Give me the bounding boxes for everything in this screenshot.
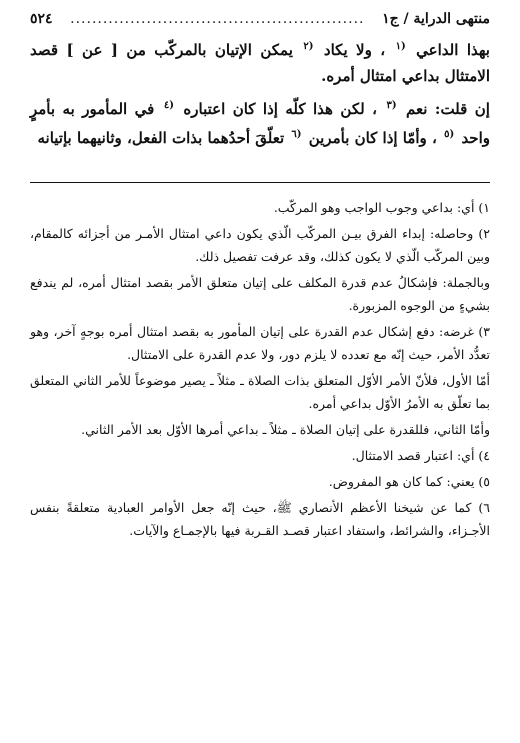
text-run: ، وأمّا إذا كان بأمرين (308, 129, 437, 147)
footnote: ٢) وحاصله: إبداء الفرق بيـن المركّب الّذي يكون داعي امتثال الأمـر من أجزائه كالمقام، وبين المركّب الّذي لا يكون كذلك، وقد عرفت تفصيل ذلك. (30, 226, 490, 264)
running-header (30, 8, 490, 30)
footnote-ref-4[interactable]: (٤ (163, 100, 174, 111)
text-run: ، ولا يكاد (323, 41, 386, 59)
footnote-ref-5[interactable]: (٥ (444, 129, 455, 140)
footnotes (30, 196, 490, 545)
text-run: يمكن الإتيان بالمركّب من [ عن ] قصد الامتثال بداعي امتثال أمره. (30, 41, 490, 85)
text-run: إن قلت: نعم (406, 100, 490, 118)
footnote-ref-6[interactable]: (٦ (291, 129, 302, 140)
footnote-separator (30, 182, 490, 183)
footnote: ٤) أي: اعتبار قصد الامتثال. (351, 448, 490, 463)
main-paragraph-1 (30, 34, 490, 89)
text-run: بهذا الداعي (416, 41, 490, 59)
footnote: ٣) غرضه: دفع إشكال عدم القدرة على إتيان المأمور به بقصد امتثال أمره بوجهٍ آخر، وهو تعدُّد الأمر، حيث إنّه مع تعدده لا يلزم دور، ولا عدم القدرة على الامتثال. (30, 324, 490, 362)
footnote-ref-1[interactable]: (١ (395, 41, 406, 52)
text-run: في المأمور به بأمرٍ واحد (30, 100, 490, 147)
footnote: وأمّا الثاني، فللقدرة على إتيان الصلاة ـ مثلاً ـ بداعي أمرها الأوّل بعد الأمر الثاني. (81, 422, 490, 437)
page-number: ٥٢٤ (30, 11, 53, 27)
book-title: منتهى الدراية / ج١ (382, 11, 490, 27)
footnote: ٥) يعني: كما كان هو المفروض. (328, 474, 490, 489)
footnote-ref-3[interactable]: (٣ (386, 100, 397, 111)
footnote: ١) أي: بداعي وجوب الواجب وهو المركّب. (273, 200, 490, 215)
main-text (30, 34, 490, 151)
header-leader-dots: ...................................................... (70, 11, 365, 27)
footnote: ٦) كما عن شيخنا الأعظم الأنصاري ﷺ، حيث إنّه جعل الأوامر العبادية متعلقةً بنفس الأجـزاء، والشرائط، واستفاد اعتبار قصـد القـربة فيها بالإجمـاع والآيات. (30, 500, 490, 538)
text-run: ، لكن هذا كلّه إذا كان اعتباره (183, 100, 377, 118)
footnote: وبالجملة: فإشكالُ عدم قدرة المكلف على إتيان متعلق الأمر بقصد امتثال أمره، لم يندفع بشيءٍ من الوجوه المزبورة. (30, 275, 490, 313)
footnote: أمّا الأول، فلأنّ الأمر الأوّل المتعلق بذات الصلاة ـ مثلاً ـ يصير موضوعاً للأمر الثاني المتعلق بما تعلّق به الأمرُ الأوّل بداعي أمره. (30, 373, 490, 411)
main-paragraph-2 (30, 93, 490, 151)
footnote-ref-2[interactable]: (٢ (303, 41, 314, 52)
text-run: تعلّقَ أحدُهما بذات الفعل، وثانيهما بإتيانه (37, 129, 285, 147)
